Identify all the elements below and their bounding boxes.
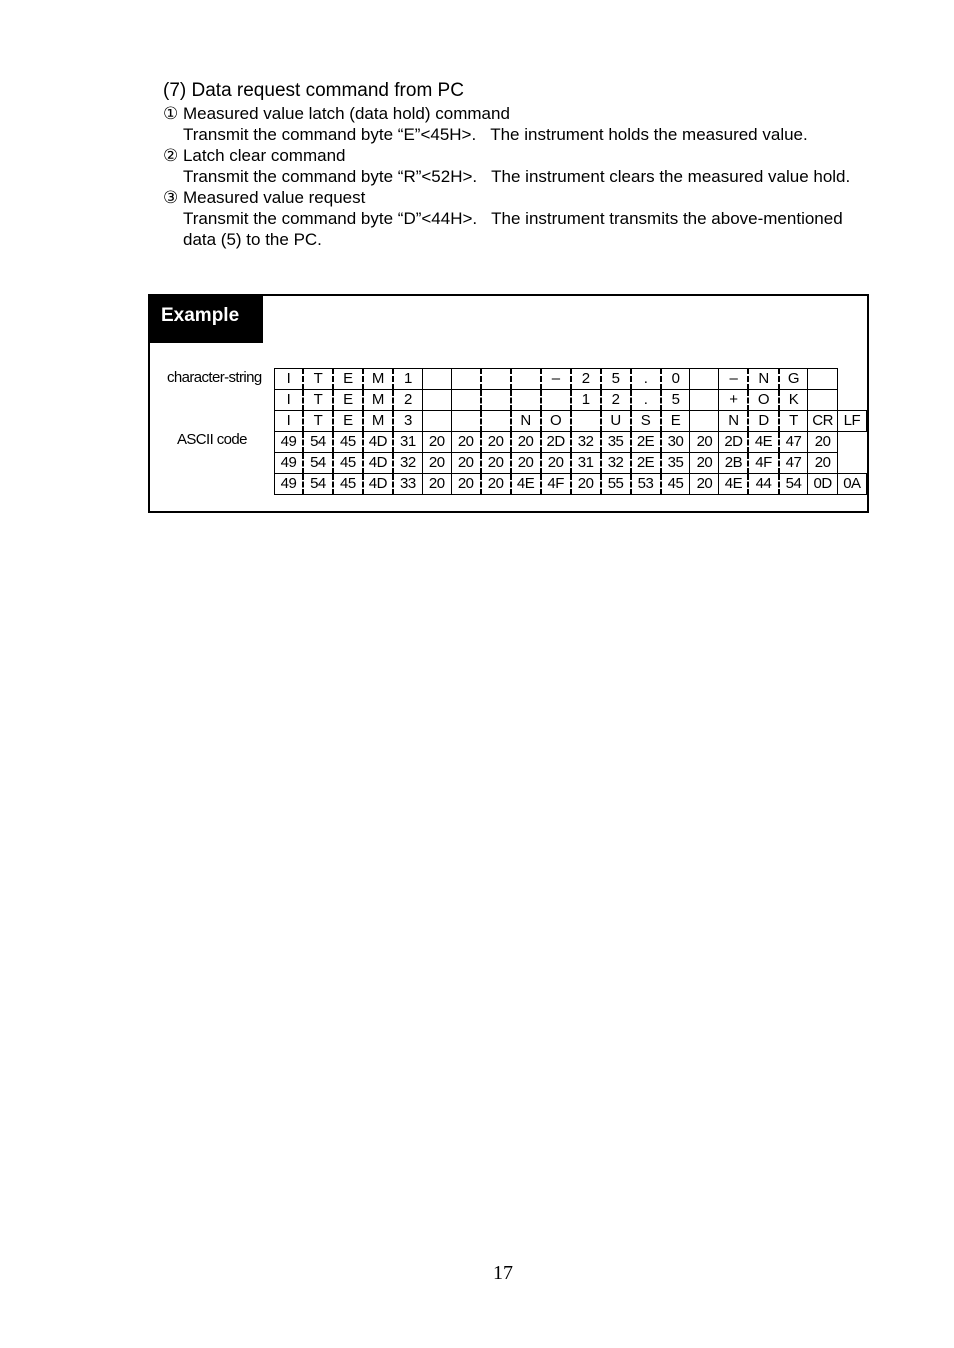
example-box bbox=[148, 294, 869, 513]
table-cell: 20 bbox=[481, 474, 511, 495]
table-cell: 49 bbox=[275, 474, 303, 495]
table-cell: 5 bbox=[661, 390, 690, 411]
table-cell: 32 bbox=[601, 453, 631, 474]
table-cell: 4D bbox=[363, 474, 393, 495]
table-cell bbox=[808, 369, 837, 390]
table-cell: 31 bbox=[393, 432, 422, 453]
table-cell bbox=[481, 411, 511, 432]
table-cell: – bbox=[719, 369, 749, 390]
table-cell: 45 bbox=[333, 474, 363, 495]
table-cell: 20 bbox=[481, 453, 511, 474]
data-table bbox=[274, 368, 867, 495]
command-description: The instrument clears the measured value hold. bbox=[491, 167, 851, 186]
command-body bbox=[183, 208, 873, 250]
table-cell: E bbox=[333, 369, 363, 390]
table-cell: 35 bbox=[601, 432, 631, 453]
command-body bbox=[183, 124, 873, 145]
ascii-row bbox=[275, 474, 867, 495]
table-cell: 45 bbox=[661, 474, 690, 495]
table-cell bbox=[422, 390, 451, 411]
table-cell: I bbox=[275, 411, 303, 432]
table-cell: 49 bbox=[275, 432, 303, 453]
table-cell: K bbox=[779, 390, 808, 411]
table-cell: M bbox=[363, 369, 393, 390]
table-cell: N bbox=[748, 369, 778, 390]
table-cell bbox=[481, 390, 511, 411]
table-cell: G bbox=[779, 369, 808, 390]
table-cell: D bbox=[748, 411, 778, 432]
table-cell: T bbox=[303, 369, 333, 390]
table-cell: 2B bbox=[719, 453, 749, 474]
table-cell bbox=[837, 390, 866, 411]
command-instruction: Transmit the command byte “D”<44H>. bbox=[183, 209, 478, 228]
table-cell: CR bbox=[808, 411, 837, 432]
table-cell: 2D bbox=[541, 432, 571, 453]
table-cell: 45 bbox=[333, 432, 363, 453]
table-cell: N bbox=[719, 411, 749, 432]
section bbox=[163, 79, 883, 250]
table-cell: 4D bbox=[363, 432, 393, 453]
table-cell: E bbox=[333, 411, 363, 432]
table-cell: E bbox=[661, 411, 690, 432]
table-cell bbox=[690, 411, 719, 432]
table-cell: 1 bbox=[393, 369, 422, 390]
page-number: 17 bbox=[493, 1262, 513, 1284]
command-item-latch bbox=[163, 103, 883, 145]
table-cell: 49 bbox=[275, 453, 303, 474]
table-cell: 30 bbox=[661, 432, 690, 453]
table-cell bbox=[837, 432, 866, 453]
table-cell: 44 bbox=[748, 474, 778, 495]
table-cell: 20 bbox=[541, 453, 571, 474]
table-cell: 0D bbox=[808, 474, 837, 495]
table-cell: . bbox=[631, 369, 661, 390]
table-cell: . bbox=[631, 390, 661, 411]
table-cell: 2E bbox=[631, 453, 661, 474]
table-cell: E bbox=[333, 390, 363, 411]
table-cell: 45 bbox=[333, 453, 363, 474]
table-cell: 33 bbox=[393, 474, 422, 495]
table-cell: M bbox=[363, 390, 393, 411]
table-cell bbox=[451, 369, 480, 390]
table-cell: + bbox=[719, 390, 749, 411]
table-cell: 20 bbox=[690, 453, 719, 474]
table-cell: 20 bbox=[690, 432, 719, 453]
table-cell bbox=[690, 390, 719, 411]
table-cell: 3 bbox=[393, 411, 422, 432]
table-cell bbox=[541, 390, 571, 411]
table-cell: 54 bbox=[303, 432, 333, 453]
character-row bbox=[275, 390, 867, 411]
table-cell: 20 bbox=[451, 453, 480, 474]
table-cell: 1 bbox=[571, 390, 601, 411]
table-cell: 5 bbox=[601, 369, 631, 390]
table-cell: U bbox=[601, 411, 631, 432]
table-cell: 54 bbox=[303, 453, 333, 474]
table-cell: 32 bbox=[393, 453, 422, 474]
table-cell: 2E bbox=[631, 432, 661, 453]
table-cell: O bbox=[748, 390, 778, 411]
table-cell: 54 bbox=[779, 474, 808, 495]
table-cell: T bbox=[779, 411, 808, 432]
table-cell bbox=[690, 369, 719, 390]
command-title: ③ Measured value request bbox=[163, 188, 366, 207]
table-cell: 4F bbox=[748, 453, 778, 474]
table-cell: T bbox=[303, 411, 333, 432]
table-cell: I bbox=[275, 369, 303, 390]
table-cell: 2 bbox=[601, 390, 631, 411]
table-cell: 20 bbox=[422, 453, 451, 474]
table-cell: 53 bbox=[631, 474, 661, 495]
table-cell: 47 bbox=[779, 432, 808, 453]
command-instruction: Transmit the command byte “E”<45H>. bbox=[183, 125, 477, 144]
table-cell: 47 bbox=[779, 453, 808, 474]
table-cell: 2D bbox=[719, 432, 749, 453]
table-cell: N bbox=[511, 411, 541, 432]
table-cell: 55 bbox=[601, 474, 631, 495]
table-cell bbox=[451, 411, 480, 432]
table-cell bbox=[481, 369, 511, 390]
ascii-row bbox=[275, 453, 867, 474]
table-cell: 4E bbox=[511, 474, 541, 495]
table-cell: 0A bbox=[837, 474, 866, 495]
table-cell bbox=[808, 390, 837, 411]
command-item-request bbox=[163, 187, 883, 250]
table-cell: 4F bbox=[541, 474, 571, 495]
table-cell: 0 bbox=[661, 369, 690, 390]
table-cell: 20 bbox=[451, 432, 480, 453]
character-row bbox=[275, 411, 867, 432]
table-cell: – bbox=[541, 369, 571, 390]
table-cell bbox=[837, 369, 866, 390]
command-title: ② Latch clear command bbox=[163, 146, 346, 165]
table-cell bbox=[511, 369, 541, 390]
table-cell: 20 bbox=[511, 453, 541, 474]
character-row bbox=[275, 369, 867, 390]
command-item-clear bbox=[163, 145, 883, 187]
command-title: ① Measured value latch (data hold) command bbox=[163, 104, 510, 123]
character-string-label: character-string bbox=[167, 369, 262, 386]
table-cell bbox=[422, 369, 451, 390]
table-cell: 20 bbox=[808, 453, 837, 474]
table-cell: 4E bbox=[719, 474, 749, 495]
table-cell: 20 bbox=[808, 432, 837, 453]
table-cell: M bbox=[363, 411, 393, 432]
ascii-code-label: ASCII code bbox=[177, 431, 247, 448]
table-cell bbox=[451, 390, 480, 411]
table-cell: 20 bbox=[571, 474, 601, 495]
table-cell: 2 bbox=[393, 390, 422, 411]
table-cell bbox=[571, 411, 601, 432]
table-cell: 32 bbox=[571, 432, 601, 453]
ascii-row bbox=[275, 432, 867, 453]
table-cell: 20 bbox=[511, 432, 541, 453]
table-cell: S bbox=[631, 411, 661, 432]
table-cell bbox=[511, 390, 541, 411]
command-description: The instrument transmits the above-mentioned data (5) to the PC. bbox=[183, 209, 843, 249]
table-cell: 31 bbox=[571, 453, 601, 474]
table-cell: 20 bbox=[422, 432, 451, 453]
table-cell: 20 bbox=[422, 474, 451, 495]
example-label: Example bbox=[150, 296, 263, 343]
table-cell: 2 bbox=[571, 369, 601, 390]
table-cell bbox=[422, 411, 451, 432]
command-body bbox=[183, 166, 873, 187]
table-cell: 20 bbox=[481, 432, 511, 453]
table-cell: T bbox=[303, 390, 333, 411]
table-cell bbox=[837, 453, 866, 474]
table-cell: 54 bbox=[303, 474, 333, 495]
table-cell: 4D bbox=[363, 453, 393, 474]
table-cell: 20 bbox=[451, 474, 480, 495]
section-heading: (7) Data request command from PC bbox=[163, 80, 464, 101]
table-cell: 20 bbox=[690, 474, 719, 495]
command-description: The instrument holds the measured value. bbox=[490, 125, 808, 144]
command-instruction: Transmit the command byte “R”<52H>. bbox=[183, 167, 478, 186]
table-cell: LF bbox=[837, 411, 866, 432]
table-cell: I bbox=[275, 390, 303, 411]
table-cell: 35 bbox=[661, 453, 690, 474]
table-cell: O bbox=[541, 411, 571, 432]
table-cell: 4E bbox=[748, 432, 778, 453]
